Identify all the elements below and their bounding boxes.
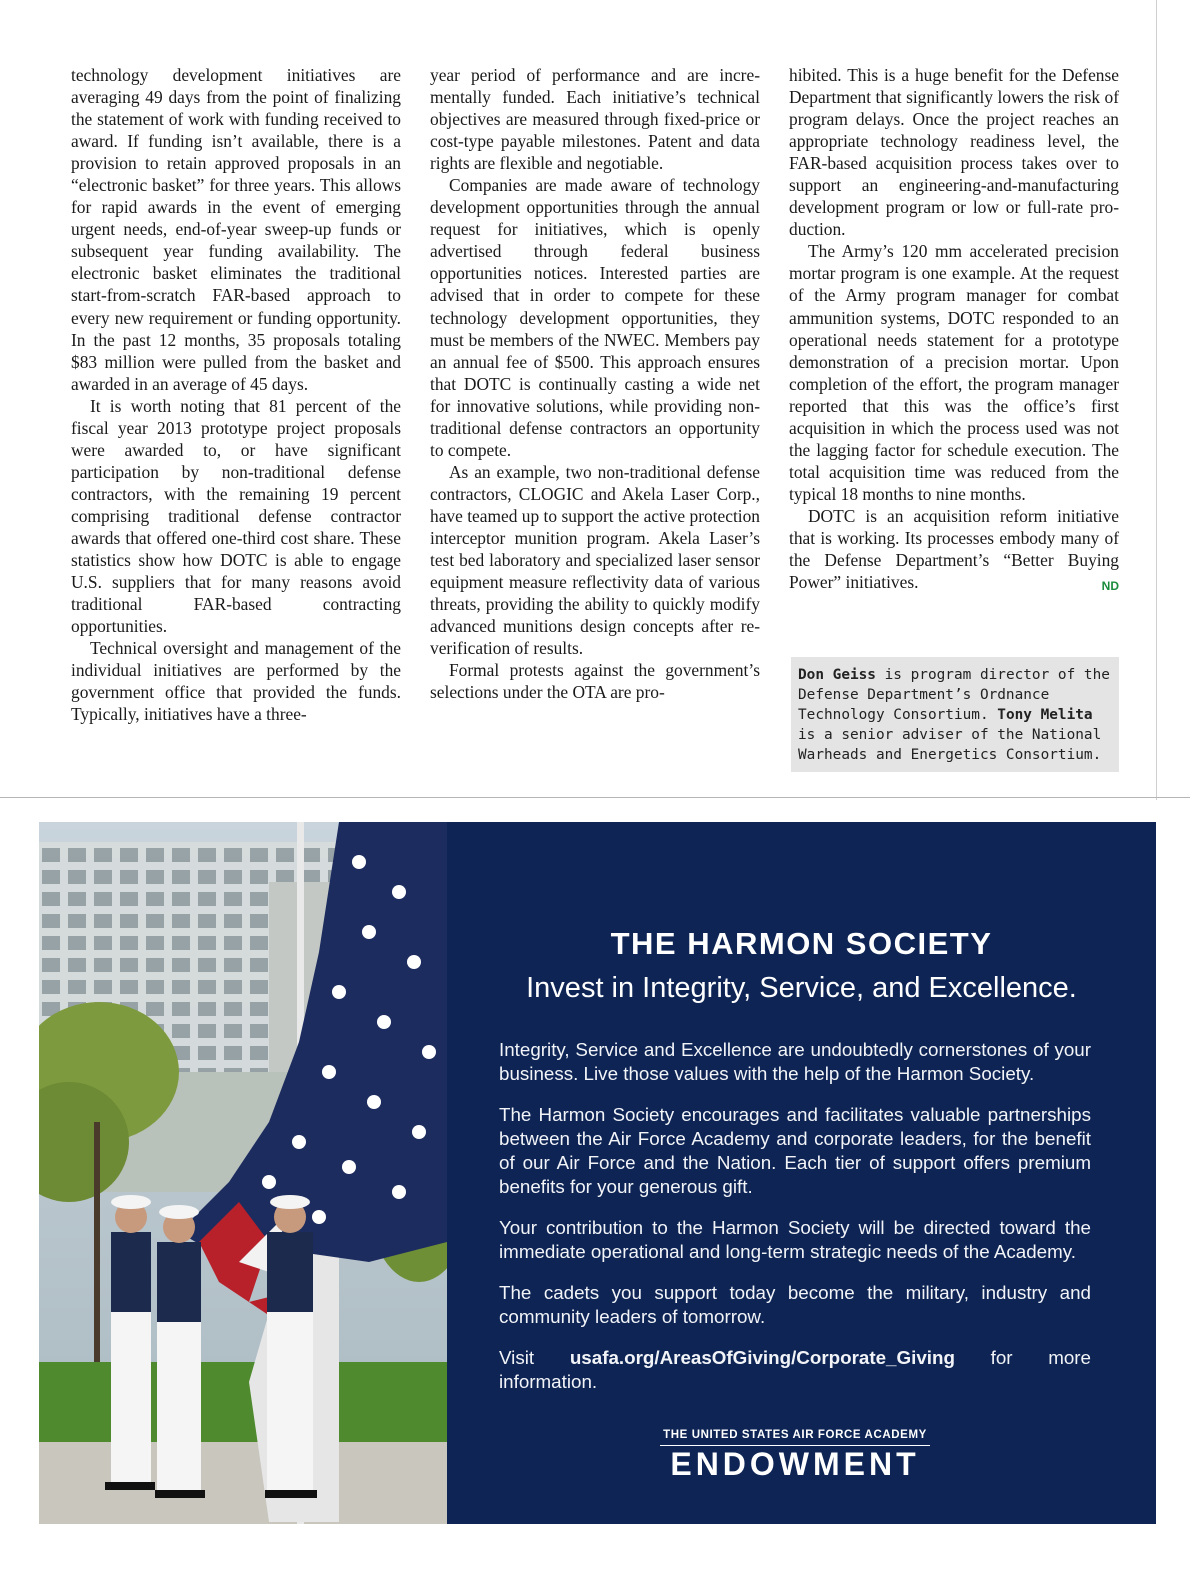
article-paragraph: Technical oversight and management of the individual initiatives are performed by the government office that provided the funds. Typically, initiatives have a three- bbox=[71, 638, 401, 725]
ad-paragraph: The cadets you support today become the military, industry and community leaders of tomorrow. bbox=[499, 1282, 1091, 1327]
flag-ceremony-illustration bbox=[39, 822, 447, 1524]
author-bio-text-1: is program director of the Defense Department’s Ordnance Technology Consortium. bbox=[798, 667, 1110, 723]
endowment-logo-subtitle: THE UNITED STATES AIR FORCE ACADEMY bbox=[663, 1429, 927, 1441]
article-paragraph: year period of performance and are incrementally funded. Each initiative’s technical objectives are measured through fixed-price or cost-type payable milestones. Patent and data rights are flexible and negotiable. bbox=[430, 65, 760, 174]
ad-visit-line bbox=[499, 1346, 1091, 1394]
author-bio bbox=[798, 665, 1111, 765]
flag-ceremony-photo bbox=[39, 822, 447, 1524]
article-column-3 bbox=[789, 64, 1119, 597]
author-name-1: Don Geiss bbox=[798, 667, 876, 683]
ad-body bbox=[499, 1038, 1091, 1411]
article-paragraph: It is worth noting that 81 percent of the fiscal year 2013 prototype project proposals were awarded to, or have significant participation by non-traditional defense contractors, with the remaining 19 percent comprising traditional defense contractor awards that offered one-third cost share. These statistics show how DOTC is able to engage U.S. suppliers that for many reasons avoid traditional FAR-based contracting opportunities. bbox=[71, 395, 401, 637]
article-paragraph bbox=[789, 505, 1119, 593]
end-mark: ND bbox=[1101, 579, 1119, 594]
visit-prefix: Visit bbox=[499, 1347, 570, 1368]
author-bio-box bbox=[791, 657, 1119, 772]
article-paragraph: Companies are made aware of technology development opportunities through the annual request for initiatives, which is openly advertised through federal business opportunities notices. Interested parties are advised that in order to compete for these technology development opportunities, they must be members of the NWEC. Members pay an annual fee of $500. This approach ensures that DOTC is continually casting a wide net for innovative solutions, while providing non-traditional defense contractors an opportunity to compete. bbox=[430, 175, 760, 460]
visit-suffix: for more information. bbox=[499, 1347, 1091, 1392]
closing-paragraph-text: DOTC is an acquisition reform initiative that is working. Its processes embody many of the Defense Department’s “Better Buying Power” initiatives. bbox=[789, 505, 1119, 593]
page-edge-rule bbox=[1156, 0, 1157, 800]
ad-paragraph: The Harmon Society encourages and facilitates valuable partnerships between the Air Force Academy and corporate leaders, for the benefit of our Air Force and the Nation. Each tier of support offers premium benefits for your generous gift. bbox=[499, 1104, 1091, 1197]
section-divider bbox=[0, 797, 1190, 798]
giving-url-link[interactable]: usafa.org/AreasOfGiving/Corporate_Giving bbox=[569, 1347, 955, 1368]
article-paragraph: As an example, two non-traditional defense contractors, CLOGIC and Akela Laser Corp., have teamed up to support the active protection interceptor munition program. Akela Laser’s test bed laboratory and specialized laser sensor equipment measure reflectivity data of various threats, providing the ability to quickly modify advanced munitions design concepts after re-verification of results. bbox=[430, 461, 760, 659]
author-name-2: Tony Melita bbox=[997, 707, 1093, 723]
article-column-1 bbox=[71, 64, 401, 725]
endowment-logo: ENDOWMENT bbox=[670, 1446, 920, 1482]
article-paragraph: The Army’s 120 mm accelerated precision mortar program is one example. At the request of the Army program manager for combat ammunition systems, DOTC responded to an operational needs statement for a prototype demonstration of a precision mortar. Upon completion of the effort, the program manager reported that this was the office’s first acquisition in which the process used was not the lagging factor for schedule execution. The total acquisition time was reduced from the typical 18 months to nine months. bbox=[789, 241, 1119, 504]
ad-tagline: Invest in Integrity, Service, and Excellence. bbox=[526, 972, 1077, 1004]
article-column-2 bbox=[430, 64, 760, 703]
ad-paragraph: Integrity, Service and Excellence are undoubtedly cornerstones of your business. Live those values with the help of the Harmon Society. bbox=[499, 1039, 1091, 1084]
article-paragraph: Formal protests against the government’s selections under the OTA are pro- bbox=[430, 660, 760, 703]
ad-paragraph: Your contribution to the Harmon Society will be directed toward the immediate operational and long-term strategic needs of the Academy. bbox=[499, 1217, 1091, 1262]
article-paragraph: hibited. This is a huge benefit for the Defense Department that significantly lowers the risk of program delays. Once the project reaches an appropriate technology readiness level, the FAR-based acquisition process takes over to support an engineering-and-manufacturing development program or low or full-rate production. bbox=[789, 65, 1119, 240]
article-paragraph: technology development initiatives are averaging 49 days from the point of finalizing the statement of work with funding received to award. If funding isn’t available, there is a provision to retain approved proposals in an “electronic basket” for three years. This allows for rapid awards in the event of emerging urgent needs, end-of-year sweep-up funds or subsequent year funding availability. The electronic basket eliminates the traditional start-from-scratch FAR-based approach to every new requirement or funding opportunity. In the past 12 months, 35 proposals totaling $83 million were pulled from the basket and awarded in an average of 45 days. bbox=[71, 65, 401, 394]
ad-title: THE HARMON SOCIETY bbox=[610, 926, 993, 961]
harmon-society-advertisement bbox=[39, 822, 1156, 1524]
author-bio-text-2: is a senior adviser of the National Warheads and Energetics Consortium. bbox=[798, 727, 1102, 763]
ad-text-panel bbox=[447, 822, 1156, 1524]
